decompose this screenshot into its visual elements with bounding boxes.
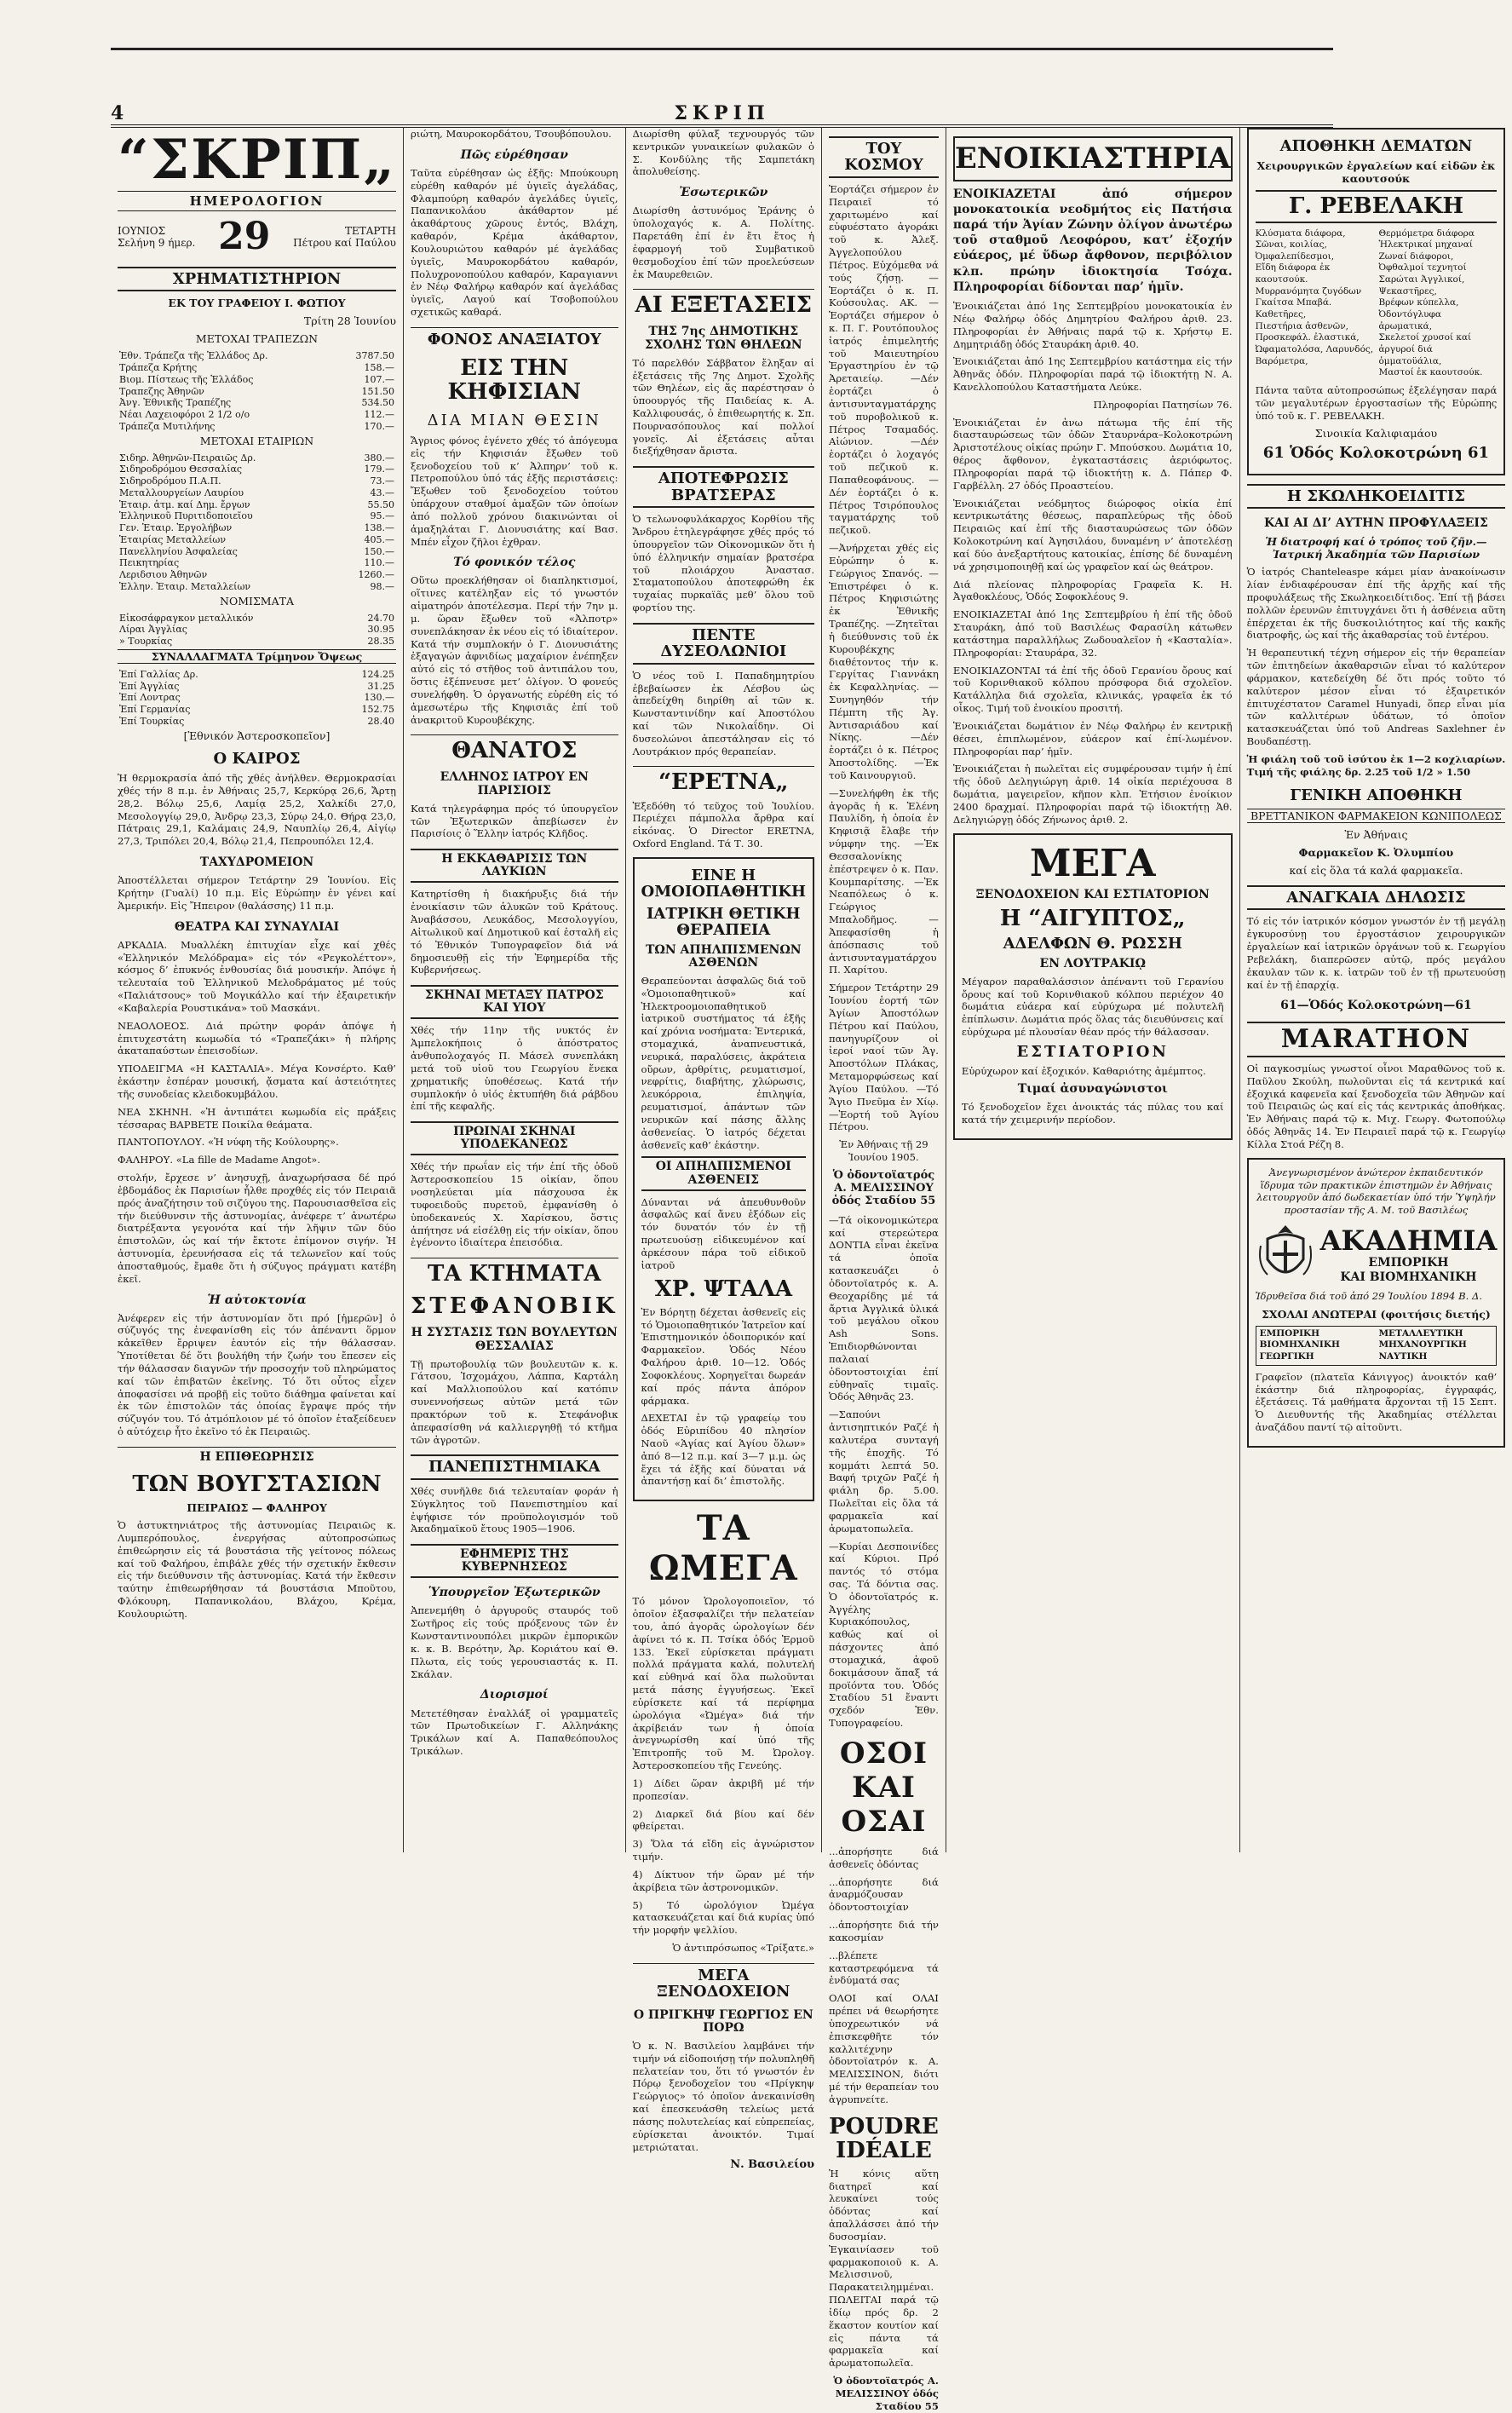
coins-table bbox=[118, 613, 396, 648]
weather-head: Ο ΚΑΙΡΟΣ bbox=[213, 749, 301, 768]
homeopathy-ad bbox=[633, 857, 815, 1501]
appendicitis-sub: Ἡ διατροφή καί ὁ τρόπος τοῦ ζῆν.—Ἰατρική Ἀκαδημία τῶν Παρισίων bbox=[1265, 535, 1487, 561]
ad-text: Ἐν Βόρητῃ δέχεται ἀσθενεῖς εἰς τό Ὁμοιοπαθητικόν Ἰατρεῖον καί Ἐπιστημονικόν ὁδοιπορικόν καί Φαρμακεῖον. Ὁδός Νέου Φαλήρου ἀριθ. 10—12. Ὁδός Σοφοκλέους. Χορηγεῖται δωρεάν καί πρός πάντα ἀπόρον φάρμακα. bbox=[641, 1305, 807, 1407]
aigyptos-head: ΜΕΓΑ bbox=[1029, 841, 1156, 885]
article-text: Ἀνέφερεν εἰς τήν ἀστυνομίαν ὅτι πρό [ἡμερῶν] ὁ σύζυγός της ἐνεφανίσθη εἰς τόν ἀπέναντι ὅρμον κἀκεῖθεν ἔρριψεν ἑαυτόν εἰς τήν θάλασσαν. Ὑποτίθεται δέ ὅτι βουλήθη τήν ζωήν του ἔπεσεν εἰς τήν θάλασσαν διαγνῶν τήν προσοχήν τοῦ πληρώματος καί τῶν ἐπιβατῶν ἐκεῖνης. Τό ὅτι οὗτος εἶχεν ἀποφασίσει νά προβῇ εἰς τοῦτο διάθημα φαίνεται καί ἐκ τῶν ἐπιστολῶν τάς ὁποίας ἔγραψε πρός τήν σύζυγόν του. Τό ἀτμόπλοιον μέ τό ὁποῖον ἐταξείδευεν ὁ αὐτόχειρ ἦτο ἐκεῖνο τό ἐκ Πειραιῶς. bbox=[118, 1311, 396, 1438]
inspection-head: Η ΕΠΙΘΕΩΡΗΣΙΣ bbox=[118, 1447, 396, 1464]
list-item: 5) Τό ὡρολόγιον Ὠμέγα κατασκευάζεται καί διά κυρίας ὑπό τήν μορφήν ψελλίου. bbox=[632, 1898, 815, 1937]
table-row: Τράπεζα Κρήτης 158.— bbox=[119, 362, 394, 374]
list-item: Ἠλεκτρικαί μηχαναί bbox=[1378, 239, 1473, 251]
schools-list bbox=[1256, 1326, 1498, 1366]
poudre-head: POUDRE IDÉALE bbox=[829, 2113, 939, 2163]
page-number: 4 bbox=[111, 102, 124, 124]
schools-head: ΣΧΟΛΑΙ ΑΝΩΤΕΡΑΙ (φοιτήσις διετής) bbox=[1262, 1307, 1491, 1321]
theater-text: ΑΡΚΑΔΙΑ. Μυαλλέκη ἐπιτυχίαν εἶχε καί χθές «Ἑλληνικόν Μελόδραμα» εἰς τόν «Ρεγκολέττον», κόσμος δ’ ἐπυκνός ἐνθουσίας διά μουσικήν. Ἀπόψε ἡ τελευταία τοῦ Ἑλληνικοῦ Μελοδράματος μέ τούς «Παλιάτσους» τοῦ Μογικάλλο καί τήν ἐξαιρετικήν «Καβαλερία Ρουστικάνα» τοῦ Μασκάνι. bbox=[118, 938, 396, 1014]
patients-head: ΟΙ ΑΠΗΛΠΙΣΜΕΝΟΙ ΑΣΘΕΝΕΙΣ bbox=[641, 1156, 807, 1190]
table-row: Ἐπί Ἀγγλίας 31.25 bbox=[119, 680, 394, 692]
article-subhead: Διορισμοί bbox=[480, 1688, 549, 1702]
list-item: ΜΗΧΑΝΟΥΡΓΙΚΗ bbox=[1378, 1339, 1467, 1350]
society-text: —Συνελήφθη ἐκ τῆς ἀγορᾶς ἡ κ. Ἑλένη Παυλίδη, ἡ ὁποία ἐν Κηφισιᾷ ἔλαβε τήν νύμφην της. —Ἐκ Θεσσαλονίκης ἐπέστρεψεν ὁ κ. Παν. Κουμπαρίτσης. —Ἐκ Νεαπόλεως ὁ κ. Γεώργιος Μπαλοδῆμος. —Ἀπεφασίσθη ἡ ἀπόσπασις τοῦ ἀντισυνταγματάρχου Π. Χαρίτου. bbox=[829, 786, 939, 976]
month: ΙΟΥΝΙΟΣ bbox=[118, 224, 166, 237]
list-item: Σκελετοί χρυσοί καί ἀργυροί διά ὀμματοϋάλια, bbox=[1378, 332, 1472, 366]
article-text: Χθές τήν 11ην τῆς νυκτός ἐν Ἀμπελοκήποις ὁ ἀπόστρατος ἀνθυπολοχαγός Π. Μάσελ συνεπλάκη μετά τοῦ υἱοῦ του Γεωργίου ἕνεκα χρηματικῆς ὑποθέσεως. Κατά τήν συμπλοκήν ὁ υἱός ἐκτυπήθη διά ράβδου ἐπί τῆς κεφαλῆς. bbox=[411, 1024, 618, 1113]
running-head bbox=[111, 102, 1333, 128]
list-item: 2) Διαρκεῖ διά βίου καί δέν φθείρεται. bbox=[632, 1807, 815, 1833]
table-row: Ἑλληνικοῦ Πυριτιδοποιεῖου 95.— bbox=[119, 510, 394, 522]
article-text: Ἄγριος φόνος ἐγένετο χθές τό ἀπόγευμα εἰς τήν Κηφισιάν ἔξωθεν τοῦ ξενοδοχείου τοῦ κ’ Ἀλπηρν’ τοῦ κ. Πετροπούλου ὑπό τάς ἑξῆς περιστάσεις: Ἔξωθεν τοῦ ξενοδοχείου τούτου ὑπάρχουν σταθμοί ἀμαξῶν τῶν ὁποίων ἀπό πολλοῦ χρόνου διακινώνται οἱ ἁμαξηλάται Γ. Διονυσιάτης καί Βασ. Μπέν εἶχον ζῆλοι ἐχθραν. bbox=[411, 434, 618, 548]
gazette-head: ΕΦΗΜΕΡΙΣ ΤΗΣ ΚΥΒΕΡΝΗΣΕΩΣ bbox=[411, 1544, 618, 1578]
appendicitis-head-2: ΚΑΙ ΑΙ ΔΙ’ ΑΥΤΗΝ ΠΡΟΦΥΛΑΞΕΙΣ bbox=[1263, 516, 1488, 531]
masthead-title: “ΣΚΡΙΠ„ bbox=[118, 128, 396, 192]
table-row: Σιδηρ. Ἀθηνῶν-Πειραιῶς Δρ. 380.— bbox=[119, 452, 394, 464]
depot-sub-4: καί εἰς ὅλα τά καλά φαρμακεῖα. bbox=[1289, 864, 1463, 877]
article-text: Ὁ τελωνοφυλάκαρχος Κορθίου τῆς Ἄνδρου ἐτηλεγράφησε χθές πρός τό ὑπουργεῖον τῶν Οἰκονομικῶν ὅτι ἡ ὑπό ἑλληνικήν σημαίαν βρατσέρα τοῦ πλοιάρχου Ἀναστασ. Σταματοπούλου ἀποτεφρώθη ἐκ τυχαίας πυρκαϊᾶς μεθ’ ὅλου τοῦ φορτίου της. bbox=[632, 513, 815, 613]
article-text: Τῇ πρωτοβουλίᾳ τῶν βουλευτῶν κ. κ. Γάτσου, Ἰσχομάχου, Λάππα, Καρτάλη καί Μαλλιοπούλου καί κατόπιν συνεννοήσεως αὐτῶν μετά τῶν πρακτόρων τοῦ κ. Στεφάνοβικ ἀπεφασίσθη νά καλλιεργηθῇ τό κτῆμα τῶν ἀγροτῶν. bbox=[411, 1357, 618, 1446]
theater-kastalia: ΥΠΟΔΕΙΓΜΑ «Η ΚΑΣΤΑΛΙΑ». Μέγα Κονσέρτο. Καθ’ ἑκάστην ἑσπέραν μουσική, ᾄσματα καί ἀστειότητες τῆς συνοδείας κλειδοκυμβάλου. bbox=[118, 1063, 396, 1100]
top-rule bbox=[111, 48, 1333, 50]
masthead-subtitle: ΗΜΕΡΟΛΟΓΙΟΝ bbox=[118, 191, 396, 211]
academy-ad bbox=[1247, 1158, 1506, 1448]
ad-text: ΟΛΟΙ καί ΟΛΑΙ πρέπει νά θεωρήσητε ὑποχρεωτικόν νά ἐπισκεφθῆτε τόν καλλιτέχνην ὀδοντοϊατρόν κ. Α. ΜΕΛΙΣΣΙΝΟΝ, διότι μέ τήν θεραπείαν του ἀγρυπνείτε. bbox=[829, 1992, 939, 2105]
exchange-date: Τρίτη 28 Ἰουνίου bbox=[303, 314, 396, 328]
ad-text: ΕΝΟΙΚΙΑΖΟΝΤΑΙ τά ἐπί τῆς ὁδοῦ Γερανίου ὄρους καί τοῦ Κορινθιακοῦ κόλπου πρόσφορα διά σχολεῖον. Κατάλληλα διά σχολεῖα, κλινικάς, γραφεῖα ἐκ τό οἶκος. Τιμή τοῦ ἐνοικίου προσιτή. bbox=[952, 664, 1233, 715]
exchange-sub: ΕΚ ΤΟΥ ΓΡΑΦΕΙΟΥ Ι. ΦΩΤΙΟΥ bbox=[168, 297, 346, 310]
column-5 bbox=[946, 128, 1240, 1852]
list-item: Πιεστήρια ἀσθενῶν, bbox=[1255, 320, 1348, 331]
list-item: Ὠφαματολόσα, Λαρυνδός, bbox=[1255, 343, 1374, 354]
aigyptos-head-5: ΕΝ ΛΟΥΤΡΑΚΙῼ bbox=[1039, 956, 1146, 970]
list-item: Μυρρανόμητα ζυγόδων Γκαίτσα Μπαβά. bbox=[1255, 285, 1362, 308]
column-1 bbox=[111, 128, 404, 1852]
morning-head: ΠΡΩΙΝΑΙ ΣΚΗΝΑΙ ΥΠΟΔΕΚΑΝΕΩΣ bbox=[411, 1121, 618, 1155]
hotel-head-2: Ο ΠΡΙΓΚΗΨ ΓΕΩΡΓΙΟΣ ΕΝ ΠΟΡΩ bbox=[633, 2007, 813, 2035]
aigyptos-head-4: ΑΔΕΛΦΩΝ Θ. ΡΩΣΣΗ bbox=[1003, 935, 1182, 953]
column-6 bbox=[1240, 128, 1512, 1852]
article-text: στολήν, ἔρχεσε ν’ ἀνησυχῇ, ἀναχωρήσασα δέ πρό ἑβδομάδος ἐκ Παρισίων ἦλθε προχθές εἰς τόν Πειραιᾶ πρός ἀναζήτησιν τοῦ σιζύγου της. Παρουσιασθεῖσα εἰς τήν διεύθυνσιν τῆς ἀστυνομίας, ἀνέφερε τ’ ἀνωτέρω διατρέξαντα γεγονότα καί τήν λῆψιν τῶν δύο ἐπιστολῶν, ὡς καί τήν ἔκτοτε ἐπίμονον σιγήν. Ἡ ἀστυνομία, ἐρευνήσασα εἰς τά τελωνεῖον καί τούς ἀποσταθμούς, ἔμαθε ὅτι ἡ σύζυγος πράγματι κατέβη ἐκεῖ. bbox=[118, 1172, 396, 1285]
list-item: ...ἀπορήσητε διά ἀναρμόζουσαν ὀδοντοστοιχίαν bbox=[829, 1875, 939, 1914]
death-head: ΘΑΝΑΤΟΣ bbox=[411, 734, 618, 763]
article-text: Ὁ νέος τοῦ Ι. Παπαδημητρίου ἐβεβαίωσεν ἐκ Λέσβου ὡς ἀπεδείχθη διηρίθη αἱ τῶν κ. Κωνσταντινίδην καί Ἀποστόλου καί τῶν Νικολαΐδην. Οἱ δυσεολώνοι ἀπεστάλησαν εἰς τό Λουτράκιον πρός θεραπείαν. bbox=[632, 669, 815, 757]
society-text: Ἑορτάζει σήμερον ἐν Πειραιεῖ τό χαριτωμένο καί εὐφυέστατο ἀγοράκι τοῦ κ. Ἀλεξ. Ἀγγελοπούλου Πέτρος. Εὐχόμεθα νά τούς ζήσῃ. —Ἑορτάζει ὁ κ. Π. Κούσουλας. ΑΚ. —Ἑορτάζει σήμερον ὁ κ. Π. Γ. Ρουτόπουλος ἰατρός ἐπιμελητής τοῦ Μαιευτηρίου Ἐργαστηρίου ἐν τῷ Ἀρεταιείῳ. —Δέν ἑορτάζει ὁ ἀντισυνταγματάρχης τοῦ πυροβολικοῦ κ. Πέτρος Τσαμαδός. Αἰώνιον. —Δέν ἑορτάζει ὁ λοχαγός τοῦ πεζικοῦ κ. Παπαθεοφάνους. —Δέν ἑορτάζει ὁ κ. Πέτρος Τσιρόπουλος ταγματάρχης τοῦ πεζικοῦ. bbox=[829, 182, 939, 537]
revelakis-ad bbox=[1247, 128, 1506, 475]
article-text: Χθές τήν πρωΐαν εἰς τήν ἐπί τῆς ὁδοῦ Ἀστεροσκοπείου 15 οἰκίαν, ὅπου νοσηλεύεται μία πάσχουσα ἐκ τυφοειδοῦς πυρετοῦ, ἐμφανίσθη ὁ ὑποδεκανεύς Χ. Χαρίσκου, ὅστις ἀπήτησε νά εἰσέλθῃ εἰς τήν οἰκίαν, ὅπου ἐγένοντο ἰδιαίτερα ἐπεισόδια. bbox=[411, 1160, 618, 1249]
omega-head: ΤΑ ΩΜΕΓΑ bbox=[648, 1508, 798, 1589]
table-row: Τράπεζα Μυτιλήνης 170.— bbox=[119, 420, 394, 432]
weather-text: Ἡ θερμοκρασία ἀπό τῆς χθές ἀνήλθεν. Θερμοκρασίαι χθές τήν 8 π.μ. ἐν Ἀθήναις 25,7, Κερκύρᾳ 26,6, Ἄρτῃ 28,2. Βόλῳ 25,6, Λαμίᾳ 25,2, Χαλκίδι 27,0, Μεσολογγίῳ 29,0, Ἀνδρῳ 23,3, Σύρῳ 24,0. Θήρᾳ 23,0, Πάτραις 29,1, Καλάμαις 24,9, Ναυπλίῳ 26,4, Αἰγίῳ 27,3, Τριπόλει 20,4, Βόλῳ 21,4, Πεπρουπόλει 12,4. bbox=[118, 772, 396, 848]
academy-header bbox=[1256, 1222, 1498, 1290]
murder-head: ΦΟΝΟΣ ΑΝΑΞΙΑΤΟΥ bbox=[411, 327, 618, 348]
coins-head: ΝΟΜΙΣΜΑΤΑ bbox=[220, 594, 294, 608]
society-head: ΤΟΥ ΚΟΣΜΟΥ bbox=[829, 136, 939, 178]
article-text: Ἐξεδόθη τό τεῦχος τοῦ Ἰουλίου. Περιέχει πάμπολλα ἄρθρα καί εἰκόνας. Ὁ Director ERETNA, Oxford England. Τά Τ. 30. bbox=[632, 799, 815, 850]
warehouse-sub: Χειρουργικῶν ἐργαλείων καί εἰδῶν ἐκ καουτσούκ bbox=[1256, 159, 1496, 186]
article-text: Ἡ φιάλη τοῦ τοῦ ἰσύτου ἐκ 1—2 κοχλιαρίων. Τιμή τῆς φιάλης δρ. 2.25 τοῦ 1/2 » 1.50 bbox=[1246, 752, 1506, 778]
post-head: ΤΑΧΥΔΡΟΜΕΙΟΝ bbox=[199, 855, 314, 870]
list-item: Σαρώται Ἀγγλικοί, bbox=[1378, 274, 1465, 285]
masthead-date bbox=[118, 215, 396, 258]
article-text: ριώτη, Μαυροκορδάτου, Τσουβόπουλου. bbox=[411, 128, 612, 140]
death-head-2: ΕΛΛΗΝΟΣ ΙΑΤΡΟΥ ΕΝ ΠΑΡΙΣΙΟΙΣ bbox=[440, 770, 589, 798]
ad-text: Ἀνεγνωρισμένον ἀνώτερον ἐκπαιδευτικόν ἵδρυμα τῶν πρακτικῶν ἐπιστημῶν ἐν Ἀθήναις λειτουργοῦν ἀπό δωδεκαετίαν ὑπό τήν Ὑψηλήν προστασίαν τῆς Α. Μ. τοῦ Βασιλέως bbox=[1256, 1166, 1496, 1217]
appendicitis-head: Η ΣΚΩΛΗΚΟΕΙΔΙΤΙΣ bbox=[1247, 484, 1506, 509]
table-row: Βιομ. Πίστεως τῆς Ἑλλάδος 107.— bbox=[119, 373, 394, 385]
article-text: Χθές συνῆλθε διά τελευταίαν φοράν ἡ Σύγκλητος τοῦ Πανεπιστημίου καί ἐψήφισε τόν προϋπολογισμόν τοῦ Ἀκαδημαϊκοῦ ἔτους 1905—1906. bbox=[411, 1484, 618, 1535]
theater-faliron: ΦΑΛΗΡΟΥ. «La fille de Madame Angot». bbox=[118, 1154, 321, 1166]
ad-text: Τό μόνον Ὡρολογοποιεῖον, τό ὁποῖον ἐξασφαλίζει τήν πελατείαν του, ἀπό ἀγορᾶς ὡρολογίων δέν ἀφίνει τό κ. Π. Τσίκα ὁδός Ἑρμοῦ 133. Ἐκεῖ εὑρίσκεται πράγματι πολλά πράγματα καλά, πολυτελή καί εὐθηνά καί ὅλα πωλοῦνται μετά πάσης ἐγγυήσεως. Ἐκεῖ εὑρίσκετε καί τά περίφημα ὡρολόγια «Ὠμέγα» διά τήν ἀκρίβειάν των ἡ ὁποία ἀνεγνωρίσθη καί ὑπό τῆς Ἐπιτροπῆς τοῦ Μ. Ὠρολογ. Ἀστεροσκοπείου τῆς Γενεύης. bbox=[632, 1595, 815, 1772]
article-subhead: Ὑπουργεῖον Ἐξωτερικῶν bbox=[428, 1586, 601, 1600]
list-item: Βαρόμετρα, bbox=[1255, 355, 1308, 366]
homeopathy-head-3: ΤΩΝ ΑΠΗΛΠΙΣΜΕΝΩΝ ΑΣΘΕΝΩΝ bbox=[645, 942, 802, 970]
ad-text: Δύνανται νά ἀπευθυνθοῦν ἀσφαλῶς καί ἄνευ ἐξόδων εἰς τόν δυνατόν τόν ἐν τῇ πρωτευούσῃ εἰδικευμένον καί ἀρκέσουν πάρα τοῦ εἰδικοῦ ἰατροῦ bbox=[641, 1195, 807, 1271]
ad-signature: Πληροφορίαι Πατησίων 76. bbox=[1093, 398, 1233, 411]
list-item: Ὀφθαλμοί τεχνητοί bbox=[1378, 262, 1467, 274]
ad-text: Ἡ κόνις αὕτη διατηρεῖ καί λευκαίνει τούς ὀδόντας καί ἀπαλλάσσει ἀπό τήν δυσοσμίαν. Ἐγκαινίασεν τοῦ φαρμακοποιοῦ κ. Α. Μελισσινοῦ, Παρακατειλημμέναι. ΠΩΛΕΙΤΑΙ παρά τῷ ἰδίῳ πρός δρ. 2 ἕκαστον κουτίον καί εἰς πάντα τά φαρμακεῖα καί ἀρωματοπωλεῖα. bbox=[829, 2167, 939, 2370]
five-head: ΠΕΝΤΕ ΔΥΣΕΟΛΩΝΙΟΙ bbox=[633, 623, 815, 665]
list-item: 4) Δίκτυον τήν ὥραν μέ τήν ἀκρίβεια τῶν ἀστρονομικῶν. bbox=[632, 1868, 815, 1893]
exams-head: ΑΙ ΕΞΕΤΑΣΕΙΣ bbox=[633, 289, 815, 317]
article-text: Τό εἰς τόν ἰατρικόν κόσμον γνωστόν ἐν τῇ μεγάλῃ ἐγκυροσύνῃ του ἐργοστάσιον χειρουργικῶν ἐργαλείων καί ἰατρικῶν ὀργάνων τοῦ κ. Γεωργίου Ρεβελάκη, διαπερῶσεν αὐτῷ, πρός μεγάλου ἐκαυλαν τῶν κ. κ. ἰατρῶν τοῦ ἐν τῇ πρωτευούσῃ καί ἐν τῇ ἐπαρχίᾳ. bbox=[1246, 915, 1506, 991]
list-item: Κλύσματα διάφορα, bbox=[1255, 227, 1346, 239]
table-row: Λεριδσιου Ἀθηνῶν 1260.— bbox=[119, 569, 394, 581]
list-item: Μαστοί ἐκ καουτσούκ. bbox=[1378, 367, 1483, 378]
inspection-text: Ὁ ἀστυκτηνιάτρος τῆς ἀστυνομίας Πειραιῶς κ. Λυμπερόπουλος, ἐνεργήσας αὐτοπροσώπως ἐπιθεώρησιν εἰς τά βουστάσια τῆς γείτονος πόλεως καί τοῦ Φαλήρου, ἐπιβάλε χθές τήν σχετικήν ἔκθεσιν εἰς τήν διεύθυνσιν τῆς ἀστυνομίας. Κατά τήν ἔκθεσιν ταύτην ἐπιθεωρήθησαν τά βουστάσια Μποῦτου, Φλόκουρη, Παπανικολάου, Βλάχου, Κρέμα, Κουλουριώτη. bbox=[118, 1519, 396, 1620]
moon: Σελήνη 9 ήμερ. bbox=[118, 236, 196, 249]
university-head: ΠΑΝΕΠΙΣΤΗΜΙΑΚΑ bbox=[411, 1454, 618, 1479]
academy-title: ΑΚΑΔΗΜΙΑ bbox=[1319, 1224, 1498, 1257]
exams-head-2: ΤΗΣ 7ης ΔΗΜΟΤΙΚΗΣ ΣΧΟΛΗΣ ΤΩΝ ΘΗΛΕΩΝ bbox=[644, 325, 802, 352]
warehouse-name: Γ. ΡΕΒΕΛΑΚΗ bbox=[1256, 190, 1498, 222]
list-item: ΜΕΤΑΛΛΕΥΤΙΚΗ bbox=[1378, 1327, 1463, 1339]
ad-text: Οἱ παγκοσμίως γνωστοί οἶνοι Μαραθῶνος τοῦ κ. Παῦλου Σκούλη, πωλοῦνται εἰς τά κεντρικά καί ἐξοχικά καφενεῖα καί ξενοδοχεῖα τῶν Ἀθηνῶν καί τοῦ Πειραιῶς ὡς καί εἰς τάς κεντρικάς ἀποθήκας. Ἐν Ἀθήναις παρά τῷ κ. Μιχ. Γεωργ. Φωτοπούλῳ ὁδός Ἀθηνᾶς 14. Ἐν Πειραιεῖ παρά τῷ κ. Γεωργίῳ Κίλλα Στοά Ρέζη 8. bbox=[1246, 1062, 1506, 1150]
table-row: Ἐπί Γαλλίας Δρ. 124.25 bbox=[119, 668, 394, 680]
inspection-head-2: ΤΩΝ ΒΟΥΓΣΤΑΣΙΩΝ bbox=[132, 1471, 382, 1497]
homeopathy-head-2: ΙΑΤΡΙΚΗ ΘΕΤΙΚΗ ΘΕΡΑΠΕΙΑ bbox=[647, 904, 801, 940]
column-2 bbox=[404, 128, 626, 1852]
table-row: Ἐπί Γερμανίας 152.75 bbox=[119, 704, 394, 716]
article-text: Οὕτω προεκλήθησαν οἱ διαπληκτισμοί, οἵτινες κατέληξαν εἰς τό γνωστόν αἱματηρόν ἀποτέλεσμα. Περί τήν 7ην μ. μ. ὥραν ἔξωθεν τοῦ «Ἀλποτρ» συνεπλάκησαν ἐκ νέου εἰς τό ἰδιαίτερον. Κατά τήν συμπλοκήν ὁ Γ. Διονυσιάτης ἐξαγαγών ἀφνιδίως μαχαίριον ἐνέπηξεν αὐτό εἰς τό στῆθος τοῦ ἀντιπάλου του, ὅστις ἐξέπνευσε μετ’ ὀλίγον. Ὁ φονεύς συνελήφθη. Ὁ ὀργανωτής εὑρέθη εἰς τό ἀμεσωτέρω τῆς Κηφισιᾶς ἐπί τοῦ ἀνακριτοῦ Κυρουβέκχης. bbox=[411, 574, 618, 726]
ad-text: ΔΕΧΕΤΑΙ ἐν τῷ γραφείῳ του ὁδός Εὐριπίδου 40 πλησίον Ναοῦ «Ἁγίας καί Ἁγίου ὅλων» ἀπό 8—12 π.μ. καί 3—7 μ.μ. ὡς ἔχει τά ἑξῆς καί δύναται νά ἀπαντήσῃ καί δι’ ἐπιστολῆς. bbox=[641, 1412, 807, 1488]
corps-table bbox=[118, 452, 396, 593]
osoi-head: ΟΣΟΙ ΚΑΙ ΟΣΑΙ bbox=[839, 1736, 928, 1839]
ad-text: Ἱδρυθεῖσα διά τοῦ ἀπό 29 Ἰουλίου 1894 Β. Δ. bbox=[1255, 1290, 1483, 1303]
list-item: Προσκεφάλ. ἐλαστικά, bbox=[1255, 332, 1360, 343]
list-item: ΕΜΠΟΡΙΚΗ bbox=[1259, 1327, 1320, 1339]
list-item: ...ἀπορήσητε διά ἀσθενεῖς ὀδόντας bbox=[829, 1845, 939, 1870]
list-item: Σῶναι, κοιλίας, bbox=[1255, 239, 1327, 251]
ad-signature: Ὁ ἀντιπρόσωπος «Τρίξατε.» bbox=[672, 1942, 815, 1954]
list-item: Ζωναί διάφοροι, bbox=[1378, 251, 1454, 262]
saints: Πέτρου καί Παύλου bbox=[293, 236, 396, 249]
ad-text: Ὁ κ. Ν. Βασιλείου λαμβάνει τήν τιμήν νά εἰδοποιήσῃ τήν πολυπληθῆ πελατείαν του, ὅτι τό γνωστόν ἐν Πόρῳ ξενοδοχεῖον του «Πρίγκηψ Γεώργιος» τό ὁποῖον ἀνεκαινίσθη καί ἐπεσκευάσθη τελείως μετά πάσης πολυτελείας καί εὐπρεπείας, εὑρίσκεται ἀνοικτόν. Τιμαί μετριώταται. bbox=[632, 2039, 815, 2153]
doctor-name: ΧΡ. ΨΤΑΛΑ bbox=[654, 1276, 792, 1302]
article-text: Διωρίσθη φύλαξ τεχνουργός τῶν κεντρικῶν γυναικείων φυλακῶν ὁ Σ. Κονδύλης τῆς Σαμπετάκη ἀπολυθείσης. bbox=[632, 128, 815, 178]
table-row: Ἑλλην. Ἑταιρ. Μεταλλείων 98.— bbox=[119, 580, 394, 592]
ad-text: —Σαπούνι ἀντισηπτικόν Ραζέ ἡ καλυτέρα συνταγή τῆς ἐποχῆς. Τό κομμάτι λεπτά 50. Βαφή τριχῶν Ραζέ ἡ φιάλη δρ. 5.00. Πωλεῖται εἰς ὅλα τά φαρμακεῖα καί ἀρωματοπωλεῖα. bbox=[829, 1408, 939, 1535]
list-item: ΒΙΟΜΗΧΑΝΙΚΗ bbox=[1259, 1339, 1340, 1350]
table-row: Γεν. Ἑταιρ. Ἐργολήβων 138.— bbox=[119, 522, 394, 534]
banks-table bbox=[118, 350, 396, 432]
depot-sub: ΒΡΕΤΤΑΝΙΚΟΝ ΦΑΡΜΑΚΕΙΟΝ ΚΩΝΙΠΟΛΕΩΣ bbox=[1247, 809, 1506, 823]
estates-head: ΤΑ ΚΤΗΜΑΤΑ bbox=[411, 1258, 618, 1286]
fx-table bbox=[118, 669, 396, 728]
article-subhead: Πῶς εὑρέθησαν bbox=[460, 147, 568, 162]
ad-text: Θεραπεύονται ἀσφαλῶς διά τοῦ «Ὁμοιοπαθητικοῦ» καί Ἠλεκτροομοιοπαθητικοῦ ἰατρικοῦ συστήματος τά ἑξῆς καί χρόνια νοσήματα: Ἐντερικά, στομαχικά, ἀναπνευστικά, νευρικά, παραλύσεις, ἀκράτεια οὔρων, ἀρθρίτις, ρευματισμοί, νεφρίτις, διαβήτης, χλώρωσις, λευκόρροια, ἐπιληψία, ρευματισμοί, ἁπάντων τῶν νευρικῶν καί πάσης ἄλλης ἀσθενείας. Ὁ ἰατρός δέχεται ἀσθενεῖς καθ’ ἑκάστην. bbox=[641, 974, 807, 1151]
table-row: » Τουρκίας 28.35 bbox=[119, 636, 394, 648]
table-row: Πεικητηρίας 110.— bbox=[119, 557, 394, 569]
notice-head: ΑΝΑΓΚΑΙΑ ΔΗΛΩΣΙΣ bbox=[1247, 885, 1506, 910]
list-item: Καθετῆρες, bbox=[1255, 309, 1307, 320]
ad-text: Ἐνοικιάζεται ἀπό 1ης Σεπτεμβρίου κατάστημα εἰς τήν Ἀθηνᾶς ὁδόν. Πληροφορίαι παρά τῷ ἰδιοκτήτῃ Ν. Α. Κανελλοπούλου Καταστήματα Λεύκε. bbox=[952, 355, 1233, 393]
notice-address: 61—Ὁδός Κολοκοτρώνη—61 bbox=[1280, 999, 1472, 1013]
society-date: Ἐν Ἀθήναις τῇ 29 Ἰουνίου 1905. bbox=[839, 1138, 928, 1163]
table-row: Ἑταιρίας Μεταλλείων 405.— bbox=[119, 533, 394, 545]
rentals-head: ΕΝΟΙΚΙΑΣΤΗΡΙΑ bbox=[953, 136, 1233, 181]
weekday: ΤΕΤΑΡΤΗ bbox=[345, 224, 396, 237]
exchange-head: ΧΡΗΜΑΤΙΣΤΗΡΙΟΝ bbox=[118, 267, 396, 291]
fire-head: ΑΠΟΤΕΦΡΩΣΙΣ ΒΡΑΤΣΕΡΑΣ bbox=[633, 466, 815, 508]
warehouse-head: ΑΠΟΘΗΚΗ ΔΕΜΑΤΩΝ bbox=[1279, 137, 1473, 155]
table-row: Ἐπί Τουρκίας 28.40 bbox=[119, 715, 394, 727]
article-text: Κατά τηλεγράφημα πρός τό ὑπουργεῖον τῶν Ἐξωτερικῶν ἀπεβίωσεν ἐν Παρισίοις ὁ Ἕλλην ἰατρός Κλῆδος. bbox=[411, 802, 618, 840]
warehouse-sub-2: Σινοικία Καλιφιαμάου bbox=[1314, 427, 1438, 441]
table-row: Λίραι Ἀγγλίας 30.95 bbox=[119, 624, 394, 636]
society-signature: Ὁ ὀδοντοϊατρός Α. ΜΕΛΙΣΣΙΝΟΥ ὁδός Σταδίου 55 bbox=[831, 1168, 936, 1207]
ad-signature: Ὁ ὀδοντοϊατρός Α. ΜΕΛΙΣΣΙΝΟΥ ὁδός Σταδίου 55 bbox=[833, 2375, 939, 2412]
inspection-sub: ΠΕΙΡΑΙΩΣ — ΦΑΛΗΡΟΥ bbox=[187, 1501, 327, 1515]
article-text: Κατηρτίσθη ἡ διακήρυξις διά τήν ἐνοικίασιν τῶν ἁλυκῶν τοῦ Κράτους. Ἀναβάσσου, Λευκάδος, Μεσολογγίου, Αἰτωλικοῦ καί Δημοτικοῦ καί ἐσταλῆ εἰς τό Ἐθνικόν Τυπογραφεῖον διά νά δημοσιευθῇ εἰς τήν Ἐφημερίδα τῆς Κυβερνήσεως. bbox=[411, 888, 618, 976]
estates-head-3: Η ΣΥΣΤΑΣΙΣ ΤΩΝ ΒΟΥΛΕΥΤΩΝ ΘΕΣΣΑΛΙΑΣ bbox=[411, 1326, 618, 1353]
marathon-head: MARATHON bbox=[1247, 1022, 1506, 1057]
column-4 bbox=[822, 128, 946, 2412]
article-text: Διωρίσθη ἀστυνόμος Ἐράνης ὁ ὑπολοχαγός κ. Α. Πολίτης. Παρετάθη ἐπί ἐν ἔτι ἔτος ἡ ἐφαρμογή τοῦ Συμβατικοῦ θεσμοδοχίου ἐπί τῶν προελεύσεων ἐκ Μαυρεθειῶν. bbox=[632, 204, 815, 280]
salt-head: Η ΕΚΚΑΘΑΡΙΣΙΣ ΤΩΝ ΛΑΥΚΙΩΝ bbox=[411, 849, 618, 883]
list-item: ΝΑΥΤΙΚΗ bbox=[1378, 1351, 1428, 1362]
depot-sub-3: Φαρμακεῖον Κ. Ὀλυμπίου bbox=[1298, 846, 1454, 859]
list-item: ...βλέπετε καταστρεφόμενα τά ἐνδύματά σας bbox=[829, 1949, 939, 1987]
theater-pantopoulou: ΠΑΝΤΟΠΟΥΛΟΥ. «Ἡ νύφη τῆς Κούλουρης». bbox=[118, 1136, 339, 1149]
corps-head: ΜΕΤΟΧΑΙ ΕΤΑΙΡΙΩΝ bbox=[199, 434, 314, 447]
day-number: 29 bbox=[218, 215, 271, 258]
estates-head-2: ΣΤΕΦΑΝΟΒΙΚ bbox=[411, 1293, 618, 1320]
list-item: Βρέφων κύπελλα, bbox=[1378, 297, 1459, 308]
depot-sub-2: Ἐν Ἀθήναις bbox=[1344, 828, 1408, 841]
table-row: Ἐθν. Τράπεζα τῆς Ἑλλάδος Δρ. 3787.50 bbox=[119, 350, 394, 362]
article-subhead: Ἡ αὐτοκτονία bbox=[207, 1293, 307, 1307]
aigyptos-head-2: ΞΕΝΟΔΟΧΕΙΟΝ ΚΑΙ ΕΣΤΙΑΤΟΡΙΟΝ bbox=[975, 888, 1210, 902]
post-text: Ἀποστέλλεται σήμερον Τετάρτην 29 Ἰουνίου. Εἰς Κρήτην (Γυαλί) 10 π.μ. Εἰς Εὐρώπην ἐν γένει καί Ἀμερικήν. Εἰς Ἤπειρον (θαλάσσης) 11 π.μ. bbox=[118, 874, 396, 912]
table-row: Ἀνγ. Ἐθνικῆς Τραπέζης 534.50 bbox=[119, 397, 394, 409]
list-item: 3) Ὅλα τά εἴδη εἰς ἀγνώριστον τιμήν. bbox=[632, 1838, 815, 1863]
article-text: Ὁ ἰατρός Chanteleaspe κάμει μίαν ἀνακοίνωσιν λίαν ἐνδιαφέρουσαν ἐπί τῆς ἀρχῆς καί τῆς προφυλάξεως τῆς Σκωληκοειδίτιδος. Ἐπί τῇ βάσει πολλῶν ἐρευνῶν ἐπιτυγχάνει ὅτι ἡ ἀσθένεια αὕτη ἐπέρχεται ἐκ τῆς δυσκοιλιότητος καί τῆς κακῆς διατροφῆς, ὡς καί τῆς ἀκαθαρσίας τοῦ ἐντέρου. bbox=[1246, 566, 1506, 642]
homeopathy-head: ΕΙΝΕ Η ΟΜΟΙΟΠΑΘΗΤΙΚΗ bbox=[641, 866, 807, 901]
paper-name: ΣΚΡΙΠ bbox=[674, 102, 770, 124]
article-text: Ἀπενεμήθη ὁ ἀργυροῦς σταυρός τοῦ Σωτῆρος εἰς τούς πρόξενους τῶν ἐν Κωνσταντινουπόλει μικρῶν ἐμπορικῶν κ. κ. Β. Βερότην, Ἀρ. Κοριάτου καί Θ. Πλωτα, εἰς τούς γερουσιαστάς κ. Π. Σκάλαν. bbox=[411, 1604, 618, 1680]
article-text: Ἡ θεραπευτική τέχνη σήμερον εἰς τήν θεραπείαν τῶν ἐπιτηδείων ἀκαθαρσιῶν εἶναι τό καλύτερον φάρμακον, κατεδείχθη δέ ὅτι πρός τοῦτο τό καλύτερον μέσον εἶναι τό ἐξαιρετικόν ἐπιτυχέστατον Caramel Hunyadi, ὅπερ εἶναι μία τῶν καλλιτέρων ὑδάτων, τό ὁποῖον κατασκευάζεται ὑπό τοῦ Andreas Saxlehner ἐν Βουδαπέστῃ. bbox=[1246, 647, 1506, 748]
article-text: Μετετέθησαν ἐναλλάξ οἱ γραμματεῖς τῶν Πρωτοδικείων Γ. Αλληνάκης Τρικάλων καί Α. Παπαθεόπουλος Τρικάλων. bbox=[411, 1707, 618, 1758]
list-item: Ὀμφαλεπίδεσμοι, bbox=[1255, 251, 1335, 262]
ad-text: Μέγαρον παραθαλάσσιον ἀπέναντι τοῦ Γερανίου ὄρους καί τοῦ Κορινθιακοῦ κόλπου περιέχον 40 δωμάτια εὐάερα καί εὐρύχωρα μέ πολυτελῆ ἐπίπλωσιν. Δωμάτια πρός ὅλας τάς διευθύνσεις καί εὐρύχωρα μέ πλουσίαν θέαν πρός τήν θάλασσαν. bbox=[961, 975, 1224, 1039]
ereyna-head: “ΕΡΕΤΝΑ„ bbox=[633, 766, 815, 794]
weather-source: [Ἐθνικόν Ἀστεροσκοπεῖον] bbox=[183, 729, 331, 742]
list-item: Ὀδοντόγλυφα ἀρωματικά, bbox=[1378, 309, 1441, 331]
table-row: Νέαι Λαχειοφόροι 2 1/2 ο/ο 112.— bbox=[119, 409, 394, 421]
murder-head-3: ΔΙΑ ΜΙΑΝ ΘΕΣΙΝ bbox=[427, 412, 601, 430]
list-item: ...ἀπορήσητε διά τήν κακοσμίαν bbox=[829, 1919, 939, 1944]
table-row: Πανελληνίου Ἀσφαλείας 150.— bbox=[119, 545, 394, 557]
ad-text: —Κυρίαι Δεσποινίδες καί Κύριοι. Πρό παντός τό στόμα σας. Τά δόντια σας. Ὁ ὀδοντοϊατρός κ. Ἀγγέλης Κυριακόπουλος, καθώς καί οἱ πάσχοντες ἀπό στομαχικά, ἀφοῦ δοκιμάσουν ἅπαξ τά προϊόντα του. Ὁδός Σταδίου 51 ἔναντι σχεδόν Ἐθν. Τυπογραφείου. bbox=[829, 1540, 939, 1730]
column-3 bbox=[626, 128, 823, 2172]
ad-text: Γραφεῖον (πλατεῖα Κάνιγγος) ἀνοικτόν καθ’ ἑκάστην διά πληροφορίας, ἐγγραφάς, ἐξετάσεις. Τά μαθήματα ἄρχονται τῇ 15 Σεπτ. Ὁ Διευθυντής τῆς Ἀκαδημίας στέλλεται ἀναζάδου παντί τῷ αἰτοῦντι. bbox=[1255, 1370, 1498, 1434]
ad-text: Ἐνοικιάζεται ἡ πωλεῖται εἰς συμφέρουσαν τιμήν ἡ ἐπί τῆς ὁδοῦ Δεληγιώργη ἀριθ. 14 οἰκία περιέχουσα 8 δωμάτια, μαγειρεῖον, κῆπον κλπ. Ἐτήσιον ἐνοίκιον 2400 δραχμαί. Πληροφορίαι παρά τῷ ἰδιοκτήτῃ Ἀθ. Δεληγιώργῃ ὁδός Ζήνωνος ἀριθ. 2. bbox=[952, 763, 1233, 826]
murder-head-2: ΕΙΣ ΤΗΝ ΚΗΦΙΣΙΑΝ bbox=[447, 355, 581, 406]
ad-text: Τό ξενοδοχεῖον ἔχει ἀνοικτάς τάς πύλας του καί κατά τήν χειμερινήν περίοδον. bbox=[961, 1101, 1224, 1126]
theater-nea-skini: ΝΕΑ ΣΚΗΝΗ. «Ἡ ἀντιπάτει κωμωδία εἰς πράξεις τέσσαρας ΒΑΡΒΕΤΕ Ποικίλα θεάματα. bbox=[118, 1105, 396, 1131]
table-row: Σιδηροδρόμου Π.Α.Π. 73.— bbox=[119, 475, 394, 487]
list-item: 1) Δίδει ὥραν ἀκριβῆ μέ τήν προπεσίαν. bbox=[632, 1777, 815, 1802]
society-text: Σήμερον Τετάρτην 29 Ἰουνίου ἑορτή τῶν Ἁγίων Ἀποστόλων Πέτρου καί Παύλου, πανηγυρίζουν οἱ ἱεροί ναοί τῶν Ἁγ. Ἀποστόλων Πλάκας, Μεταμορφώσεως καί Ἁγίου Παύλου. —Τό Ἅγιο Πνεῦμα ἐν Χίῳ. —Ἑορτή τοῦ Ἁγίου Πέτρου. bbox=[829, 982, 939, 1133]
list-item: Ψεκαστῆρες, bbox=[1378, 285, 1437, 297]
restaurant-head: ΕΣΤΙΑΤΟΡΙΟΝ bbox=[1016, 1042, 1169, 1061]
theater-head: ΘΕΑΤΡΑ ΚΑΙ ΣΥΝΑΥΛΙΑΙ bbox=[174, 919, 340, 934]
scenes-head: ΣΚΗΝΑΙ ΜΕΤΑΞΥ ΠΑΤΡΟΣ ΚΑΙ ΥΙΟΥ bbox=[411, 985, 618, 1019]
list-item: Εἴδη διάφορα ἐκ καουτσούκ. bbox=[1255, 262, 1331, 285]
warehouse-items bbox=[1256, 228, 1498, 379]
list-item: Θερμόμετρα διάφορα bbox=[1378, 227, 1475, 239]
table-row: Τραπεζης Ἀθηνῶν 151.50 bbox=[119, 385, 394, 397]
theater-neolaia: ΝΕΑΟΛΟΕΟΣ. Διά πρώτην φοράν ἀπόψε ἡ ἐπιτυχεστάτη κωμωδία τό «Τραπεζάκι» ἡ πλήρης ἀκαταπαύστων ἐπεισοδίων. bbox=[118, 1019, 396, 1057]
ad-text: Εὐρύχωρον καί ἐξοχικόν. Καθαριότης ἀμέμπτος. bbox=[961, 1065, 1206, 1078]
article-subhead: Τό φονικόν τέλος bbox=[453, 556, 576, 570]
banks-head: ΜΕΤΟΧΑΙ ΤΡΑΠΕΖΩΝ bbox=[195, 332, 319, 346]
society-text: —Ἀνήρχεται χθές εἰς Εὐρώπην ὁ κ. Γεώργιος Σπανός. —Ἐπιστρέφει ὁ κ. Πέτρος Κηφισιώτης ἐκ Ἐθνικῆς Τραπέζης. —Ζητεῖται ἡ διεύθυνσις τοῦ ἐκ Κυρουβέκχης διαθέτοντος τήν κ. Γεργίτας Γιαννάκη ἐκ Κεφαλληνίας. —Συνηγηθόν τήν Πέμπτη τῆς Ἀγ. Ἀντισαριάδου καί Νίκης. —Δέν ἑορτάζει ὁ κ. Πέτρος Ἀποστολίδης. —Ἐκ τοῦ Καινουργιοῦ. bbox=[829, 542, 939, 781]
table-row: Εἰκοσάφραγκον μεταλλικόν 24.70 bbox=[119, 612, 394, 624]
royal-crest-icon bbox=[1256, 1222, 1315, 1290]
article-text: Ταῦτα εὑρέθησαν ὡς ἑξῆς: Μπούκουρη εὑρέθη καθαρόν μέ ὑγιεῖς ἀγελάδας, Φλαμπούρη καθαρόν ἀγελάδες ὑγιεῖς, Παπανικολάου ἀκάθαρτον μέ ἀκαθάρτους χῶρους ἐντός, Βλάχη, καθαρόν, Κρέμα ἀκάθαρτον, Κουλουριώτου καθαρόν μέ ἀγελάδας ὑγιεῖς, Μαυροκορδάτου καθαρόν, Πολυχρονοπούλου καθαρόν, Καραγιαννι ἐν Νέῳ Φαλήρῳ καθαρόν καί ἀγελάδας ὑγιεῖς, Λαγού καί Τσοβοπούλου σχετικῶς καθαρά. bbox=[411, 166, 618, 319]
prices-head: Τιμαί ἀσυναγώνιστοι bbox=[1017, 1082, 1168, 1097]
aigyptos-head-3: Η “ΑΙΓΥΠΤΟΣ„ bbox=[999, 906, 1186, 932]
ad-text: Ἐνοικιάζεται νεόδμητος διώροφος οἰκία ἐπί κεντρικωτάτης θέσεως, παραπλεύρως τῆς ὁδοῦ Πειραιῶς καί ἐπί τῆς διασταυρώσεως τῶν ὁδῶν Κολοκοτρώνη καί Ἀγησιλάου, δυναμένη ν’ ἀποτελέσῃ καί δύο ἀνεξαρτήτους κατοικίας, ἐπίσης δέ δυναμένη νά χρησιμοποιηθῇ καί ὡς γραφεῖον καί ὡς θεάτρον. bbox=[952, 497, 1233, 573]
hotel-head: ΜΕΓΑ ΞΕΝΟΔΟΧΕΙΟΝ bbox=[633, 1963, 815, 2001]
article-text: Τό παρελθόν Σάββατον ἔληξαν αἱ ἐξετάσεις τῆς 7ης Δημοτ. Σχολῆς τῶν Θηλέων, εἰς ἅς παρέστησαν ὁ ὑποουργός τῆς Παιδείας κ. Α. Καλλιφουσάς, ὁ ἐπιθεωρητής κ. Σπ. Πουρνασόπουλος καί πολλοί γονεῖς. Αἱ ἐξετάσεις αὗται διεξήχθησαν ἄριστα. bbox=[632, 356, 815, 458]
columns bbox=[111, 128, 1506, 2412]
academy-sub-1: ΕΜΠΟΡΙΚΗ bbox=[1368, 1256, 1449, 1270]
academy-sub-2: ΚΑΙ ΒΙΟΜΗΧΑΝΙΚΗ bbox=[1340, 1270, 1477, 1285]
ad-text: Ἐνοικιάζεται ἐν ἀνω πάτωμα τῆς ἐπί τῆς διασταυρώσεως τῶν ὁδῶν Σταυρνάρα–Κολοκοτρώνη Ἀριστοτέλους οἰκίας πρώην Γ. Μπούσκου. Δωμάτια 10, θέρος ἄφθονον, ἐγκαταστάσεις ἀεριόφωτος. Πληροφορίαι παρά τῷ ἰδιοκτήτῃ κ. Δ. Πάπερ Φ. Γαρβέλλη. 27 ὁδός Προαστείου. bbox=[952, 416, 1233, 492]
list-item: ΓΕΩΡΓΙΚΗ bbox=[1259, 1351, 1314, 1362]
table-row: Σιδηροδρόμου Θεσσαλίας 179.— bbox=[119, 464, 394, 475]
fx-head: ΣΥΝΑΛΛΑΓΜΑΤΑ Τρίμηνον Ὄψεως bbox=[118, 649, 396, 664]
ad-text: Ἐνοικιάζεται δωμάτιον ἐν Νέῳ Φαλήρῳ ἐν κεντρικῇ θέσει, ἐπιπλωμένον, εὐάερον καί ἐπί-λωμένον. Πληροφορίαι παρ’ ἡμῖν. bbox=[952, 719, 1233, 757]
article-subhead: Ἐσωτερικῶν bbox=[679, 186, 768, 200]
ad-text: Πάντα ταῦτα αὐτοπροσώπως ἐξελέγησαν παρά τῶν μεγαλυτέρων ἐργοστασίων τῆς Εὐρώπης ὑπό τοῦ κ. Γ. ΡΕΒΕΛΑΚΗ. bbox=[1255, 383, 1498, 422]
ad-text: Ἐνοικιάζεται ἀπό 1ης Σεπτεμβρίου μονοκατοικία ἐν Νέῳ Φαλήρῳ ὁδός Δημητρίου Φαλήρου ἀριθ. 23. Πληροφορίαι ἐν Ἀθήναις παρά τῷ κ. Χρήστῳ Ε. Δημητριάδῃ ὁδός Σταυράκη ἀριθ. 40. bbox=[952, 300, 1233, 350]
ad-text: Διά πλείονας πληροφορίας Γραφεῖα Κ. Η. Ἀγαθοκλέους, Ὁδός Σοφοκλέους 9. bbox=[952, 578, 1233, 603]
depot-head: ΓΕΝΙΚΗ ΑΠΟΘΗΚΗ bbox=[1290, 786, 1463, 804]
ad-text: ΕΝΟΙΚΙΑΖΕΤΑΙ ἀπό 1ης Σεπτεμβρίου ἡ ἐπί τῆς ὁδοῦ Σταυράκη, ἀπό τοῦ Βασιλέως Φαρασίλη κάτωθεν κατάστημα παραλλήλως Ζωδουαλεῖον ἡ «Κασταλία». Πληροφορίαι: Σταυράρα, 32. bbox=[952, 608, 1233, 659]
ad-text: —Τά οἰκονομικώτερα καί στερεώτερα ΔΟΝΤΙΑ εἶναι ἐκεῖνα τά ὁποῖα κατασκευάζει ὁ ὀδοντοϊατρός κ. Α. Θεοχαρίδης μέ τά ἄρτια Ἀγγλικά ὑλικά τοῦ μεγάλου οἴκου Ash Sons. Ἐπιδιορθώνονται παλαιαί ὀδοντοστοιχίαι ἐπί εὐθηναῖς τιμαῖς. Ὁδός Ἀθηνᾶς 23. bbox=[829, 1213, 939, 1403]
ad-signature: Ν. Βασιλείου bbox=[730, 2158, 815, 2172]
ad-text: ΕΝΟΙΚΙΑΖΕΤΑΙ ἀπό σήμερον μονοκατοικία νεοδμήτος εἰς Πατήσια παρά τήν Ἁγίαν Ζώνην ὀλίγον ἀνωτέρω τοῦ σταθμοῦ Λεοφόρου, κατ’ ἐξοχήν εὐάερος, μέ ὕδωρ ἄφθονον, περιβόλιον κλπ. πρώην ἰδιοκτησία Τσόχα. Πληροφορίαι δίδονται παρ’ ἡμῖν. bbox=[952, 187, 1233, 294]
aigyptos-ad bbox=[953, 833, 1233, 1140]
warehouse-address: 61 Ὁδός Κολοκοτρώνη 61 bbox=[1262, 444, 1490, 463]
table-row: Ἐπί Λοντρας 130.— bbox=[119, 692, 394, 704]
table-row: Μεταλλουργείων Λαυρίου 43.— bbox=[119, 487, 394, 498]
table-row: Ἑταιρ. ἁτμ. καί Δημ. ἔργων 55.50 bbox=[119, 498, 394, 510]
